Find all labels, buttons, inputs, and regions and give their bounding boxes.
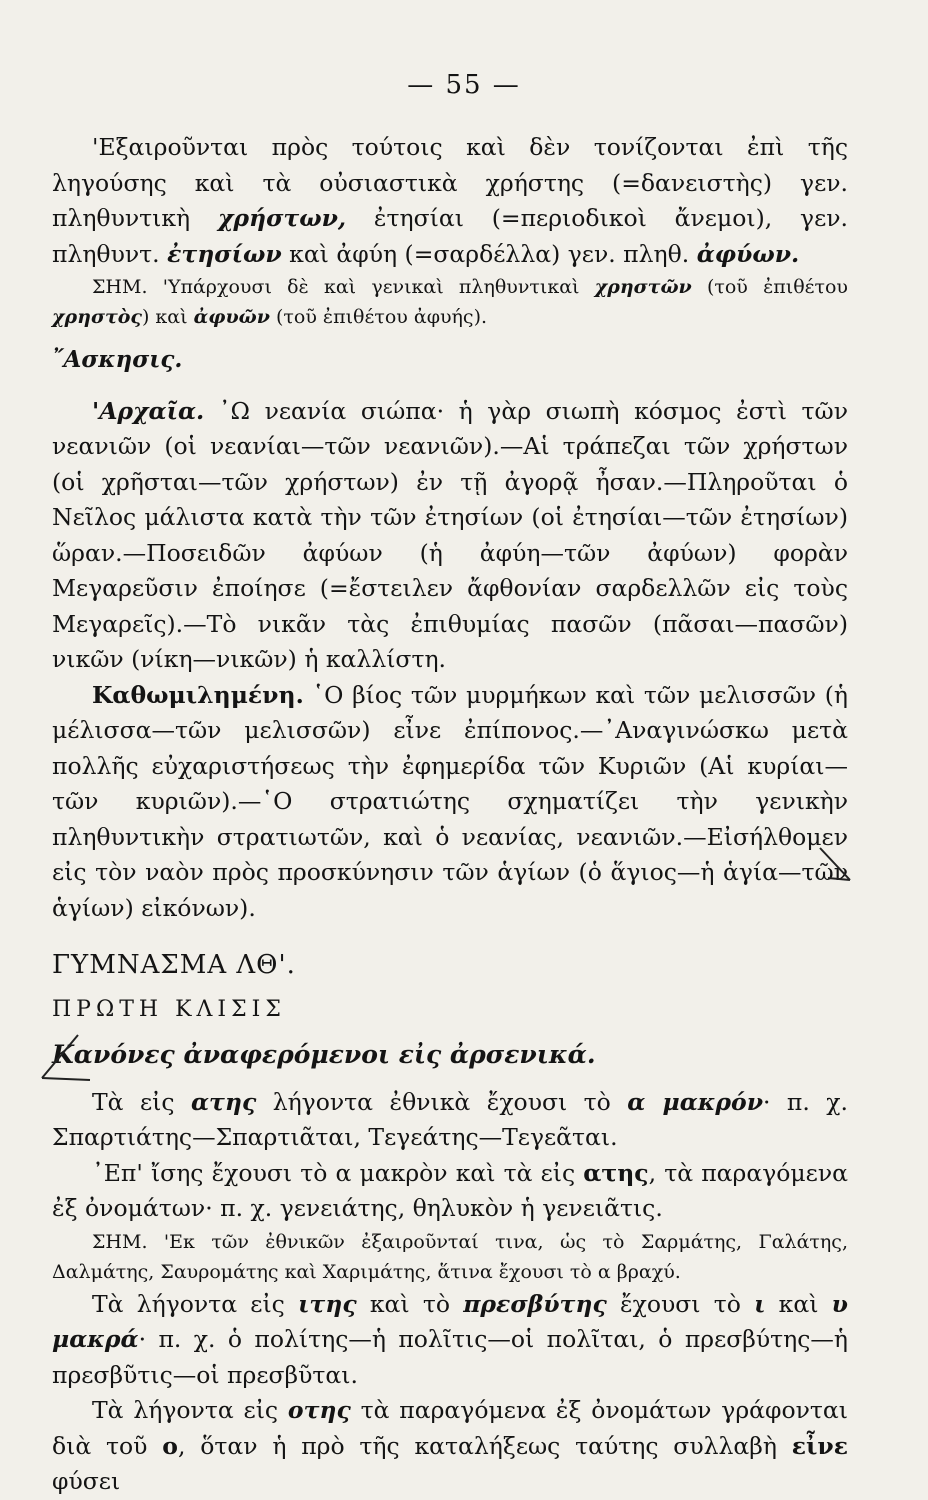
text-run: Τὰ λήγοντα εἰς (92, 1289, 299, 1318)
emphasis: εἶνε (791, 1431, 849, 1460)
text-run: ᾿Επ' ἴσης ἔχουσι τὸ α μακρὸν καὶ τὰ εἰς (92, 1158, 584, 1187)
text-run: λήγοντα ἐθνικὰ ἔχουσι τὸ (256, 1087, 628, 1116)
pencil-mark-icon (810, 840, 870, 890)
text-run: · π. χ. ὁ πολίτης—ἡ πολῖτις—οἱ πολῖται, ὁ πρεσβύτης—ἡ πρεσβῦτις—οἱ πρεσβῦται. (52, 1325, 848, 1389)
emphasis: πρεσβύτης (463, 1289, 607, 1318)
text-run: Τὰ εἰς (92, 1087, 191, 1116)
paragraph-rule-otis (52, 1393, 848, 1500)
paragraph-label: Καθωμιλημένη. (92, 680, 304, 709)
paragraph-exceptions (52, 130, 848, 272)
note-plural-genitives (52, 272, 848, 332)
text-run: Τὰ λήγοντα εἰς (92, 1396, 288, 1424)
declension-title: ΠΡΩΤΗ ΚΛΙΣΙΣ (52, 996, 286, 1022)
text-run: , ὅταν ἡ πρὸ τῆς καταλήξεως ταύτης συλλαβὴ (177, 1431, 792, 1460)
pencil-mark-icon (30, 1030, 100, 1090)
text-run: ἐτησίαι (=περιοδικοὶ ἄνεμοι), γεν. πληθυντ. (52, 204, 849, 268)
emphasis: ο (162, 1431, 178, 1460)
text-run: · π. χ. Σπαρτιάτης—Σπαρτιᾶται, Τεγεάτης—Τεγεᾶται. (52, 1087, 848, 1151)
text-run: , τὰ παραγόμενα ἐξ ὀνομάτων· π. χ. γενειάτης, θηλυκὸν ἡ γενειᾶτις. (52, 1158, 848, 1222)
emphasis: χρηστὸς (52, 306, 142, 328)
emphasis: οτης (287, 1396, 351, 1424)
text-run: καὶ τὸ (356, 1289, 464, 1318)
text-run: φύσει (52, 1467, 121, 1495)
text-run: ΣΗΜ. 'Υπάρχουσι δὲ καὶ γενικαὶ πληθυντικαὶ (92, 276, 595, 298)
emphasis: ἀφυῶν (193, 306, 270, 328)
emphasis: χρήστων, (217, 204, 347, 232)
paragraph-rule-atis (52, 1085, 848, 1156)
emphasis: ατης (190, 1087, 257, 1116)
rules-title: Κανόνες ἀναφερόμενοι εἰς ἀρσενικά. (52, 1040, 596, 1069)
text-run: καὶ ἀφύη (=σαρδέλλα) γεν. πληθ. (281, 239, 697, 268)
emphasis: ι (754, 1289, 766, 1318)
paragraph-ancient (52, 394, 848, 678)
text-run: ᾿Ω νεανία σιώπα· ἡ γὰρ σιωπὴ κόσμος ἐστὶ τῶν νεανιῶν (οἱ νεανίαι—τῶν νεανιῶν).—Αἱ τράπεζαι τῶν χρήστων (οἱ χρῆσται—τῶν χρήστων) ἐν τῇ ἀγορᾷ ἦσαν.—Πληροῦται ὁ Νεῖλος μάλιστα κατὰ τὴν τῶν ἐτησίων (οἱ ἐτησίαι—τῶν ἐτησίων) ὥραν.—Ποσειδῶν ἀφύων (ἡ ἀφύη—τῶν ἀφύων) φορὰν Μεγαρεῦσιν ἐποίησε (=ἔστειλεν ἄφθονίαν σαρδελλῶν εἰς τοὺς Μεγαρεῖς).—Τὸ νικᾶν τὰς ἐπιθυμίας πασῶν (πᾶσαι—πασῶν) νικῶν (νίκη—νικῶν) ἡ καλλίστη. (52, 396, 848, 673)
emphasis: ἀφύων. (696, 239, 800, 268)
text-run: ἔχουσι τὸ (606, 1289, 755, 1318)
text-run: τὰ παραγόμενα ἐξ ὀνομάτων γράφονται διὰ τοῦ (52, 1396, 848, 1460)
paragraph-rule-derived (52, 1156, 848, 1227)
text-run: 'Εξαιροῦνται πρὸς τούτοις καὶ δὲν τονίζονται ἐπὶ τῆς ληγούσης καὶ τὰ οὐσιαστικὰ χρήστης (=δανειστὴς) γεν. πληθυντικὴ (52, 133, 848, 232)
page-body (52, 130, 848, 1500)
text-run: ) καὶ (141, 306, 194, 328)
exercises-heading: ῎Ασκησις. (52, 346, 183, 373)
text-run: (τοῦ ἐπιθέτου ἀφυής). (269, 306, 488, 328)
section-title: ΓΥΜΝΑΣΜΑ ΛΘ'. (52, 950, 296, 980)
paragraph-label: 'Αρχαῖα. (92, 396, 205, 425)
emphasis: υ μακρά (52, 1289, 848, 1353)
text-run: καὶ (765, 1289, 832, 1318)
emphasis: χρηστῶν (594, 276, 692, 298)
page-number: — 55 — (407, 70, 521, 100)
emphasis: ατης (583, 1158, 649, 1187)
note-exceptions: ΣΗΜ. 'Εκ τῶν ἐθνικῶν ἐξαιροῦνταί τινα, ὡς τὸ Σαρμάτης, Γαλάτης, Δαλμάτης, Σαυρομάτης καὶ Χαριμάτης, ἅτινα ἔχουσι τὸ α βραχύ. (52, 1230, 848, 1283)
text-run: (τοῦ ἐπιθέτου (691, 276, 848, 298)
paragraph-spoken (52, 678, 848, 927)
emphasis: α μακρόν (627, 1087, 764, 1116)
emphasis: ἐτησίων (167, 239, 282, 268)
paragraph-rule-itis (52, 1287, 848, 1394)
text-run: ῾Ο βίος τῶν μυρμήκων καὶ τῶν μελισσῶν (ἡ μέλισσα—τῶν μελισσῶν) εἶνε ἐπίπονος.—᾿Αναγινώσκω μετὰ πολλῆς εὐχαριστήσεως τὴν ἐφημερίδα τῶν Κυριῶν (Αἱ κυρίαι—τῶν κυριῶν).—῾Ο στρατιώτης σχηματίζει τὴν γενικὴν πληθυντικὴν στρατιωτῶν, καὶ ὁ νεανίας, νεανιῶν.—Εἰσήλθομεν εἰς τὸν ναὸν πρὸς προσκύνησιν τῶν ἁγίων (ὁ ἅγιος—ἡ ἁγία—τῶν ἁγίων) εἰκόνων). (52, 680, 848, 922)
emphasis: ιτης (298, 1289, 357, 1318)
